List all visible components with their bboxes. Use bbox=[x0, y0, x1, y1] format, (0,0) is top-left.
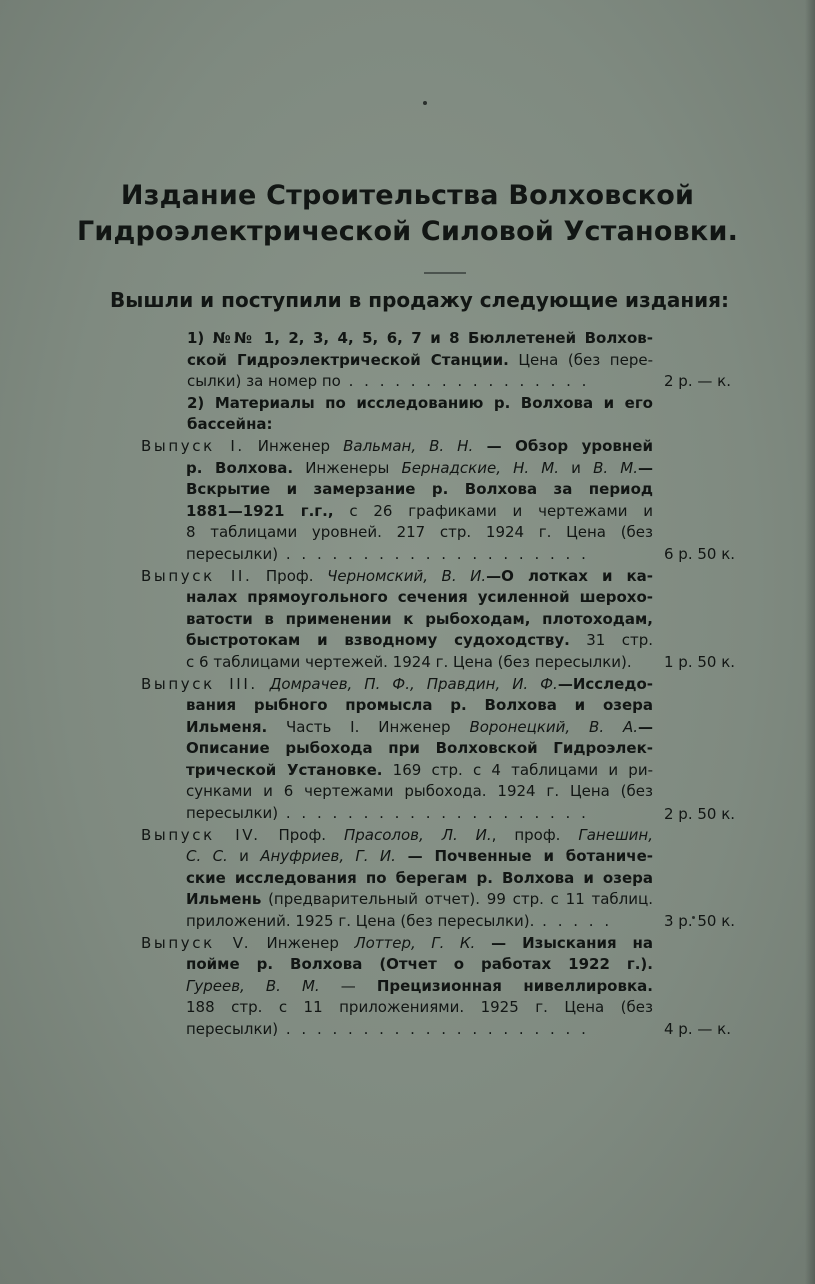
entry-line bbox=[141, 889, 653, 911]
publication-issue-3 bbox=[0, 674, 815, 825]
ink-speck bbox=[423, 101, 427, 105]
author-name: Прасолов, Л. И. bbox=[343, 825, 492, 844]
entry-line: сунками и 6 чертежами рыбохода. 1924 г. Цена (без bbox=[186, 782, 653, 801]
entry-line bbox=[141, 501, 653, 523]
entry-line bbox=[187, 350, 653, 372]
title-line-1: Издание Строительства Волховской bbox=[120, 180, 695, 211]
entry-line bbox=[141, 1019, 653, 1041]
entry-line bbox=[187, 371, 653, 393]
subtitle: Вышли и поступили в продажу следующие издания: bbox=[109, 288, 730, 312]
entry-text: 31 стр. bbox=[569, 631, 653, 650]
entry-text: — Почвенные и ботаниче- bbox=[395, 847, 653, 866]
entry-line: вания рыбного промысла р. Волхова и озера bbox=[186, 696, 653, 715]
author-name: Бернадские, Н. М. bbox=[401, 458, 560, 477]
publication-issue-4 bbox=[0, 825, 815, 933]
entry-text: ской Гидроэлектрической Станции. bbox=[187, 350, 509, 369]
entry-text: — bbox=[637, 458, 653, 477]
entry-text: 169 стр. с 4 таблицами и ри- bbox=[382, 760, 653, 779]
entry-text: (предварительный отчет). 99 стр. с 11 таблиц. bbox=[261, 890, 653, 909]
entry-line bbox=[141, 825, 653, 847]
leader-dots: . . . . . . . . . . . . . . . . bbox=[340, 372, 590, 391]
entry-text: Инженеры bbox=[293, 458, 402, 477]
entry-text: Инженер bbox=[266, 933, 355, 952]
publication-issue-5 bbox=[0, 933, 815, 1041]
publication-item-bulletins bbox=[0, 328, 815, 393]
entry-line: с 6 таблицами чертежей. 1924 г. Цена (без пересылки). bbox=[186, 652, 632, 671]
entry-text: Прецизионная нивеллировка. bbox=[376, 976, 653, 995]
entry-text: — Обзор уровней bbox=[473, 436, 653, 455]
leader-dots: . . . . . . . . . . . . . . . . . . . . bbox=[278, 1020, 589, 1038]
entry-line: пойме р. Волхова (Отчет о работах 1922 г.). bbox=[186, 955, 653, 974]
author-name: Домрачев, П. Ф., Правдин, И. Ф. bbox=[269, 674, 558, 693]
publication-item-materials bbox=[0, 393, 815, 436]
entry-line: Описание рыбохода при Волховской Гидроэлек- bbox=[186, 739, 653, 758]
entry-text: — Изыскания на bbox=[475, 933, 653, 952]
entry-line: ватости в применении к рыбоходам, плотоходам, bbox=[186, 609, 653, 628]
title-divider bbox=[424, 272, 466, 274]
entry-text: бассейна: bbox=[187, 415, 273, 434]
entry-text: с 26 графиками и чертежами и bbox=[333, 501, 653, 520]
entry-text: 2) Материалы по исследованию р. Волхова и его bbox=[187, 393, 653, 412]
entry-line: Вскрытие и замерзание р. Волхова за период bbox=[186, 480, 653, 499]
title-line-2: Гидроэлектрической Силовой Установки. bbox=[76, 216, 739, 247]
entry-text: р. Волхова. bbox=[186, 458, 294, 477]
publisher-title bbox=[0, 178, 815, 250]
entry-text: Цена (без пере- bbox=[508, 350, 653, 369]
entry-line: 188 стр. с 11 приложениями. 1925 г. Цена (без bbox=[186, 998, 653, 1017]
entry-text: Часть I. Инженер bbox=[267, 717, 470, 736]
entry-line bbox=[141, 803, 653, 825]
entry-text: и bbox=[559, 458, 594, 477]
entry-text: Ильменя. bbox=[186, 717, 268, 736]
entry-line bbox=[187, 328, 653, 350]
entry-text: Ильмень bbox=[186, 890, 262, 909]
entry-text: приложений. 1925 г. Цена (без пересылки). bbox=[186, 912, 535, 931]
issue-label: Выпуск I. bbox=[141, 436, 245, 455]
entry-text: пересылки) bbox=[186, 804, 279, 823]
leader-dots: . . . . . . . . . . . . . . . . . . . . bbox=[278, 544, 589, 563]
price: 6 р. 50 к. bbox=[664, 544, 736, 563]
entry-text: пересылки) bbox=[186, 544, 279, 563]
price: 2 р. — к. bbox=[664, 372, 731, 390]
entry-text: Проф. bbox=[278, 825, 344, 844]
entry-line bbox=[141, 846, 653, 868]
publications-list bbox=[0, 328, 815, 1041]
entry-line bbox=[141, 911, 653, 933]
entry-line bbox=[141, 566, 653, 588]
issue-label: Выпуск IV. bbox=[141, 825, 261, 844]
entry-text: Проф. bbox=[265, 566, 328, 585]
leader-dots: . . . . . . . . . . . . . . . . . . . . bbox=[278, 804, 589, 823]
entry-line bbox=[141, 717, 653, 739]
entry-text: быстротокам и взводному судоходству. bbox=[186, 631, 570, 650]
price: 2 р. 50 к. bbox=[664, 804, 736, 823]
price: 4 р. — к. bbox=[664, 1019, 731, 1038]
author-name: Ануфриев, Г. И. bbox=[260, 847, 396, 866]
entry-text: сылки) за номер по bbox=[187, 372, 341, 391]
entry-text: Инженер bbox=[257, 436, 344, 455]
entry-line bbox=[141, 458, 653, 480]
author-name: Воронецкий, В. А. bbox=[469, 717, 638, 736]
author-name: Гуреев, В. М. bbox=[186, 976, 320, 995]
price: 1 р. 50 к. bbox=[664, 652, 736, 671]
author-name: С. С. bbox=[186, 847, 228, 866]
entry-line: ские исследования по берегам р. Волхова и озера bbox=[186, 868, 653, 887]
entry-line bbox=[141, 436, 653, 458]
entry-text: —О лотках и ка- bbox=[486, 566, 653, 585]
author-name: Черномский, В. И. bbox=[327, 566, 487, 585]
entry-line: налах прямоугольного сечения усиленной шерохо- bbox=[186, 588, 653, 607]
entry-line bbox=[141, 674, 653, 696]
entry-text: —Исследо- bbox=[557, 674, 653, 693]
entry-text: , проф. bbox=[491, 825, 579, 844]
entry-line bbox=[141, 630, 653, 652]
entry-line bbox=[141, 976, 653, 998]
entry-line bbox=[141, 933, 653, 955]
publication-issue-2 bbox=[0, 566, 815, 674]
entry-line bbox=[187, 393, 653, 415]
issue-label: Выпуск II. bbox=[141, 566, 253, 585]
entry-text: 1881—1921 г.г., bbox=[186, 501, 334, 520]
entry-line bbox=[141, 544, 653, 566]
price: 3 р. 50 к. bbox=[664, 911, 736, 930]
entry-line: 8 таблицами уровней. 217 стр. 1924 г. Цена (без bbox=[186, 523, 653, 542]
publication-issue-1 bbox=[0, 436, 815, 566]
entry-line bbox=[187, 414, 653, 436]
entry-text: трической Установке. bbox=[186, 760, 383, 779]
entry-text: пересылки) bbox=[186, 1020, 279, 1038]
author-name: Вальман, В. Н. bbox=[343, 436, 474, 455]
entry-text: — bbox=[319, 976, 377, 995]
issue-label: Выпуск III. bbox=[141, 674, 258, 693]
entry-text: — bbox=[638, 717, 653, 736]
entry-text: и bbox=[227, 847, 261, 866]
issue-label: Выпуск V. bbox=[141, 933, 252, 952]
leader-dots: . . . . . bbox=[534, 912, 613, 931]
entry-line bbox=[141, 760, 653, 782]
author-name: В. М. bbox=[593, 458, 638, 477]
author-name: Ганешин, bbox=[578, 825, 653, 844]
author-name: Лоттер, Г. К. bbox=[354, 933, 476, 952]
entry-text: 1) №№ 1, 2, 3, 4, 5, 6, 7 и 8 Бюллетеней Волхов- bbox=[187, 329, 653, 347]
